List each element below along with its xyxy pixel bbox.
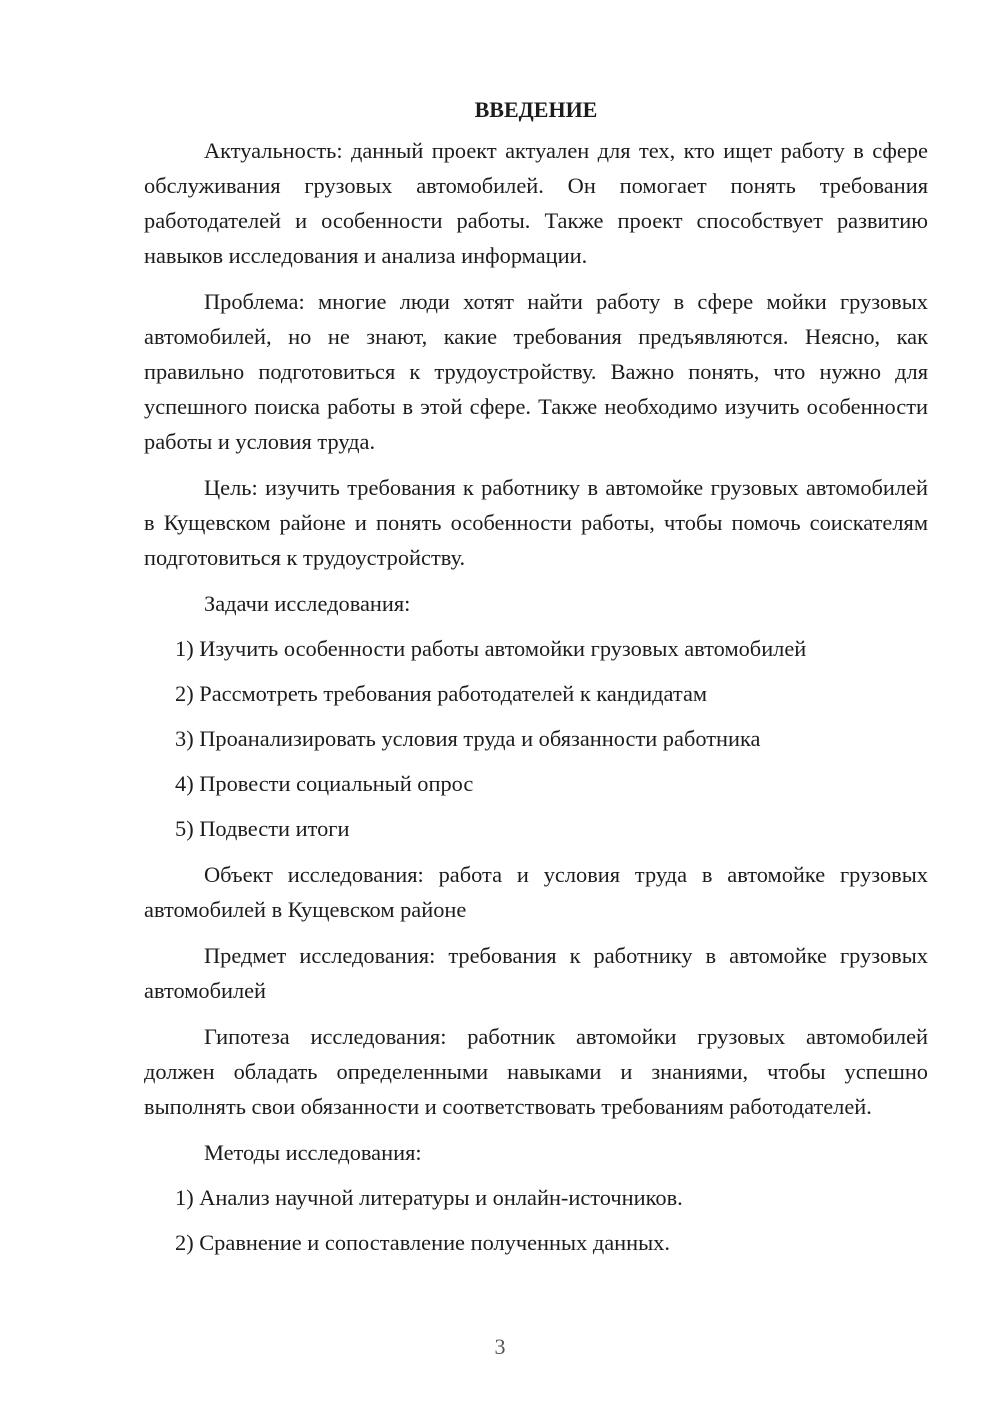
document-page	[144, 92, 928, 1271]
object-paragraph: Объект исследования: работа и условия труда в автомойке грузовых автомобилей в Кущевском районе	[144, 862, 928, 922]
tasks-heading: Задачи исследования:	[204, 591, 411, 616]
list-item: 2) Рассмотреть требования работодателей к кандидатам	[175, 681, 708, 706]
hypothesis-paragraph: Гипотеза исследования: работник автомойки грузовых автомобилей должен обладать определенными навыками и знаниями, чтобы успешно выполнять свои обязанности и соответствовать требованиям работодателей.	[144, 1024, 928, 1119]
page-number: 3	[494, 1334, 506, 1359]
list-item: 1) Анализ научной литературы и онлайн-источников.	[175, 1185, 683, 1210]
methods-heading: Методы исследования:	[204, 1140, 422, 1165]
methods-list	[144, 1180, 928, 1260]
problem-paragraph: Проблема: многие люди хотят найти работу в сфере мойки грузовых автомобилей, но не знают, какие требования предъявляются. Неясно, как правильно подготовиться к трудоустройству. Важно понять, что нужно для успешного поиска работы в этой сфере. Также необходимо изучить особенности работы и условия труда.	[144, 289, 928, 454]
subject-paragraph: Предмет исследования: требования к работнику в автомойке грузовых автомобилей	[144, 943, 928, 1003]
tasks-list	[144, 631, 928, 846]
list-item: 3) Проанализировать условия труда и обязанности работника	[175, 726, 761, 751]
list-item: 5) Подвести итоги	[175, 816, 350, 841]
list-item: 2) Сравнение и сопоставление полученных данных.	[175, 1230, 670, 1255]
list-item: 4) Провести социальный опрос	[175, 771, 474, 796]
page-title: ВВЕДЕНИЕ	[474, 97, 598, 122]
relevance-paragraph: Актуальность: данный проект актуален для тех, кто ищет работу в сфере обслуживания грузовых автомобилей. Он помогает понять требования работодателей и особенности работы. Также проект способствует развитию навыков исследования и анализа информации.	[144, 138, 928, 268]
goal-paragraph: Цель: изучить требования к работнику в автомойке грузовых автомобилей в Кущевском районе и понять особенности работы, чтобы помочь соискателям подготовиться к трудоустройству.	[144, 475, 928, 570]
list-item: 1) Изучить особенности работы автомойки грузовых автомобилей	[175, 636, 807, 661]
